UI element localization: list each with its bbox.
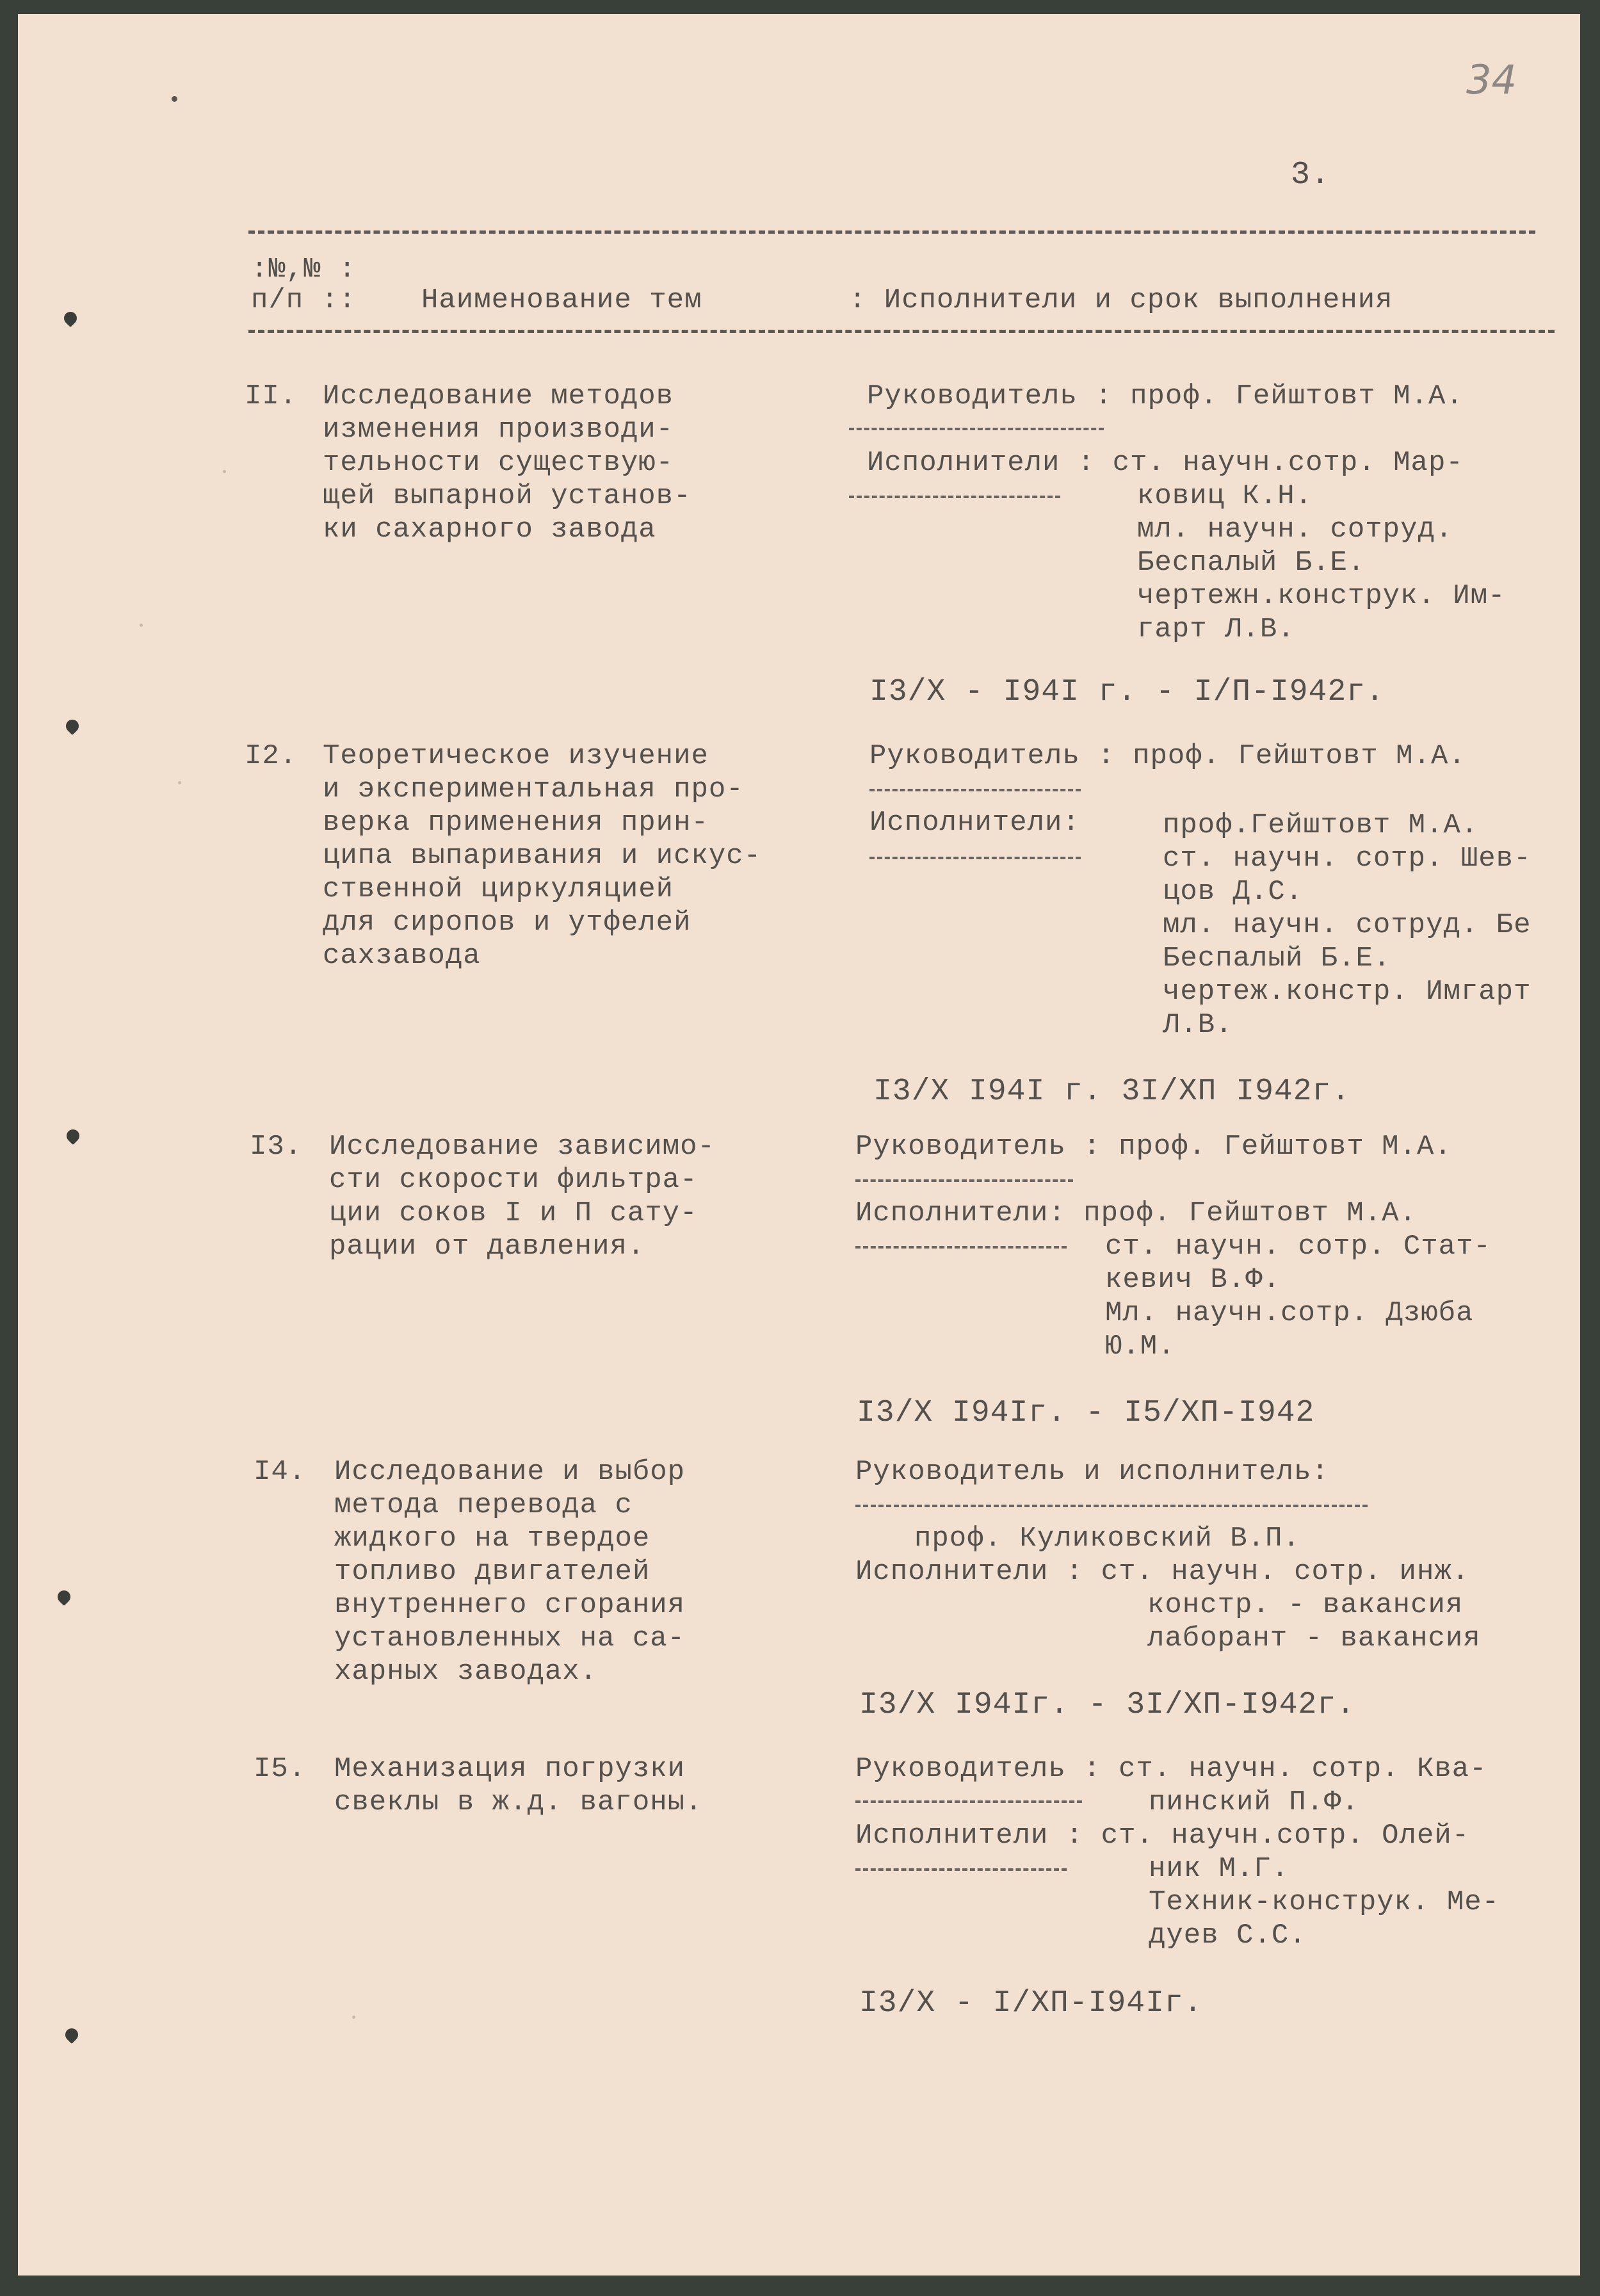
underline bbox=[855, 1179, 1073, 1182]
entry-number: I2. bbox=[245, 740, 298, 772]
supervisor-line: Руководитель и исполнитель: bbox=[855, 1456, 1329, 1488]
paper-speck bbox=[172, 96, 177, 102]
entry-title-line: метода перевода с bbox=[334, 1489, 633, 1521]
supervisor-line: Руководитель : проф. Гейштовт М.А. bbox=[867, 380, 1464, 412]
entry-title-line: жидкого на твердое bbox=[334, 1523, 651, 1555]
punch-hole bbox=[63, 717, 81, 735]
header-rule-top bbox=[248, 230, 1535, 234]
executor-line: цов Д.С. bbox=[1163, 876, 1304, 908]
entry-title-line: ципа выпаривания и искус- bbox=[323, 840, 762, 872]
entry-title-line: изменения производи- bbox=[323, 414, 674, 446]
underline bbox=[849, 496, 1060, 498]
executor-line: дуев С.С. bbox=[1149, 1920, 1307, 1952]
entry-title-line: рации от давления. bbox=[329, 1231, 645, 1263]
paper-speck bbox=[352, 2016, 355, 2019]
executor-line: лаборант - вакансия bbox=[1147, 1622, 1481, 1654]
underline bbox=[855, 1868, 1067, 1871]
executor-line: ст. научн. сотр. Стат- bbox=[1105, 1231, 1491, 1263]
entry-title-line: для сиропов и утфелей bbox=[323, 907, 691, 939]
entry-title-line: Исследование и выбор bbox=[334, 1456, 686, 1488]
entry-number: II. bbox=[245, 380, 298, 412]
term-line: I3/X I94I г. 3I/XП I942г. bbox=[873, 1074, 1351, 1109]
executor-line: кевич В.Ф. bbox=[1105, 1264, 1281, 1296]
executor-line: Ю.М. bbox=[1105, 1330, 1176, 1362]
executor-line: ник М.Г. bbox=[1149, 1853, 1289, 1885]
header-topics-col: Наименование тем bbox=[421, 284, 702, 316]
executor-line: Мл. научн.сотр. Дзюба bbox=[1105, 1297, 1474, 1329]
entry-title-line: ции соков I и П сату- bbox=[329, 1197, 698, 1229]
punch-hole bbox=[63, 2026, 81, 2044]
term-line: I3/X I94Iг. - 3I/XП-I942г. bbox=[859, 1688, 1355, 1722]
entry-number: I4. bbox=[254, 1456, 307, 1488]
executor-line: проф. Куликовский В.П. bbox=[914, 1523, 1300, 1555]
underline bbox=[855, 1246, 1067, 1249]
supervisor-line: Руководитель : ст. научн. сотр. Ква- bbox=[855, 1753, 1487, 1785]
entry-title-line: топливо двигателей bbox=[334, 1556, 651, 1588]
underline bbox=[849, 428, 1104, 430]
punch-hole bbox=[61, 309, 79, 327]
header-rule-bottom bbox=[248, 330, 1555, 333]
entry-title-line: харных заводах. bbox=[334, 1656, 598, 1688]
paper-speck bbox=[223, 470, 226, 473]
executor-line: мл. научн. сотруд. bbox=[1137, 513, 1453, 546]
entry-number: I5. bbox=[254, 1753, 307, 1785]
entry-title-line: Исследование зависимо- bbox=[329, 1131, 715, 1163]
executor-line: пинский П.Ф. bbox=[1149, 1786, 1359, 1818]
underline bbox=[869, 789, 1081, 791]
executor-line: Беспалый Б.Е. bbox=[1137, 547, 1366, 579]
executor-line: Л.В. bbox=[1163, 1009, 1233, 1041]
underline bbox=[869, 857, 1081, 859]
supervisor-line: Руководитель : проф. Гейштовт М.А. bbox=[869, 740, 1466, 772]
entry-title-line: внутреннего сгорания bbox=[334, 1589, 686, 1621]
punch-hole bbox=[64, 1127, 82, 1145]
entry-title-line: и экспериментальная про- bbox=[323, 773, 744, 805]
paper-speck bbox=[140, 624, 143, 627]
executors-line: Исполнители: bbox=[869, 807, 1080, 839]
header-executors-col: : Исполнители и срок выполнения bbox=[849, 284, 1393, 316]
supervisor-line: Руководитель : проф. Гейштовт М.А. bbox=[855, 1131, 1452, 1163]
page-number: 3. bbox=[1291, 157, 1331, 193]
entry-number: I3. bbox=[250, 1131, 303, 1163]
entry-title-line: верка применения прин- bbox=[323, 807, 709, 839]
executor-line: Техник-конструк. Ме- bbox=[1149, 1886, 1500, 1918]
entry-title-line: свеклы в ж.д. вагоны. bbox=[334, 1786, 703, 1818]
executor-line: ковиц К.Н. bbox=[1137, 480, 1313, 512]
entry-title-line: Исследование методов bbox=[323, 380, 674, 412]
punch-hole bbox=[55, 1588, 73, 1606]
executor-line: проф.Гейштовт М.А. bbox=[1163, 809, 1479, 841]
paper-speck bbox=[178, 781, 181, 784]
executor-line: чертеж.констр. Имгарт bbox=[1163, 976, 1531, 1008]
archive-folio-number: 34 bbox=[1466, 56, 1517, 103]
executors-line: Исполнители : ст. научн. сотр. инж. bbox=[855, 1556, 1470, 1588]
entry-title-line: сти скорости фильтра- bbox=[329, 1164, 698, 1196]
executor-line: чертежн.конструк. Им- bbox=[1137, 580, 1506, 612]
executor-line: ст. научн. сотр. Шев- bbox=[1163, 843, 1531, 875]
entry-title-line: установленных на са- bbox=[334, 1622, 686, 1654]
entry-title-line: ки сахарного завода bbox=[323, 513, 656, 546]
term-line: I3/X - I94I г. - I/П-I942г. bbox=[869, 675, 1385, 709]
entry-title-line: Теоретическое изучение bbox=[323, 740, 709, 772]
term-line: I3/X I94Iг. - I5/XП-I942 bbox=[857, 1396, 1315, 1430]
entry-title-line: ственной циркуляцией bbox=[323, 873, 674, 905]
executors-line: Исполнители: проф. Гейштовт М.А. bbox=[855, 1197, 1417, 1229]
entry-title-line: Механизация погрузки bbox=[334, 1753, 686, 1785]
executors-line: Исполнители : ст. научн.сотр. Мар- bbox=[867, 447, 1464, 479]
executors-line: Исполнители : ст. научн.сотр. Олей- bbox=[855, 1820, 1470, 1852]
term-line: I3/X - I/XП-I94Iг. bbox=[859, 1986, 1203, 2021]
header-number-col-line2: п/п :: bbox=[251, 284, 357, 316]
underline bbox=[855, 1505, 1368, 1507]
underline bbox=[855, 1800, 1082, 1803]
executor-line: констр. - вакансия bbox=[1147, 1589, 1464, 1621]
entry-title-line: сахзавода bbox=[323, 940, 481, 972]
entry-title-line: тельности существую- bbox=[323, 447, 674, 479]
executor-line: мл. научн. сотруд. Бе bbox=[1163, 909, 1531, 941]
header-number-col-line1: :№,№ : bbox=[251, 254, 357, 286]
document-page bbox=[18, 14, 1580, 2276]
executor-line: гарт Л.В. bbox=[1137, 613, 1295, 645]
entry-title-line: щей выпарной установ- bbox=[323, 480, 691, 512]
executor-line: Беспалый Б.Е. bbox=[1163, 942, 1391, 974]
